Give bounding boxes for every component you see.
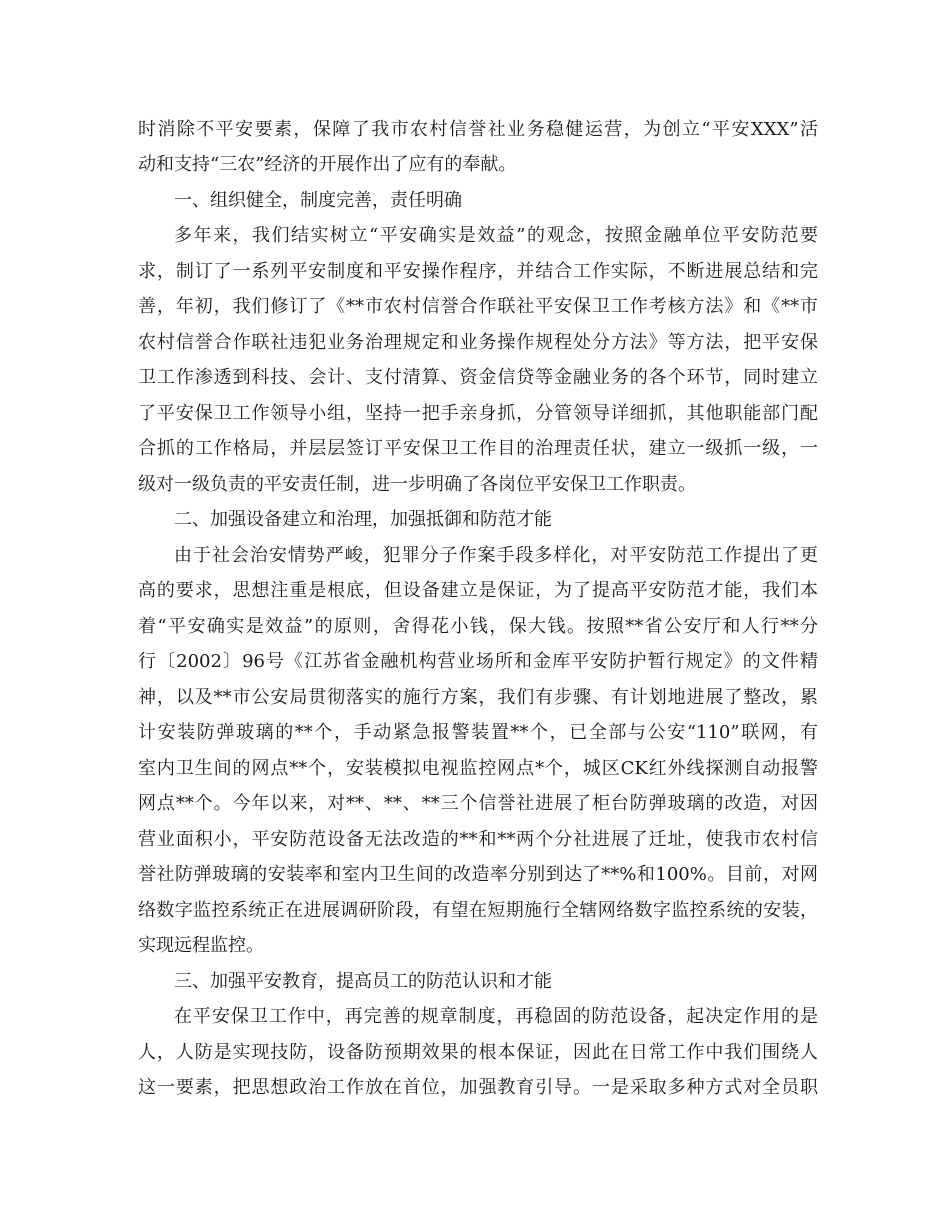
section-heading-3: 三、加强平安教育，提高员工的防范认识和才能	[174, 971, 552, 992]
body-text-line: 神，以及**市公安局贯彻落实的施行方案，我们有步骤、有计划地进展了整改，累	[138, 687, 818, 708]
body-text-line: 营业面积小，平安防范设备无法改造的**和**两个分社进展了迁址，使我市农村信	[138, 829, 818, 850]
paragraph-first-line: 多年来，我们结实树立“平安确实是效益”的观念，按照金融单位平安防范要	[174, 225, 818, 246]
body-text-line: 合抓的工作格局，并层层签订平安保卫工作目的治理责任状，建立一级抓一级，一	[138, 438, 818, 459]
body-text-line: 室内卫生间的网点**个，安装模拟电视监控网点*个，城区CK红外线探测自动报警	[138, 758, 818, 779]
paragraph-first-line: 由于社会治安情势严峻，犯罪分子作案手段多样化，对平安防范工作提出了更	[174, 545, 818, 566]
body-text-line: 这一要素，把思想政治工作放在首位，加强教育引导。一是采取多种方式对全员职	[138, 1077, 818, 1098]
section-heading-1: 一、组织健全，制度完善，责任明确	[174, 190, 462, 211]
body-text-line: 求，制订了一系列平安制度和平安操作程序，并结合工作实际，不断进展总结和完	[138, 261, 818, 282]
body-text-line: 动和支持“三农”经济的开展作出了应有的奉献。	[138, 154, 517, 175]
body-text-line: 卫工作渗透到科技、会计、支付清算、资金信贷等金融业务的各个环节，同时建立	[138, 367, 818, 388]
body-text-line: 时消除不平安要素，保障了我市农村信誉社业务稳健运营，为创立“平安XXX”活	[138, 119, 818, 140]
body-text-line: 了平安保卫工作领导小组，坚持一把手亲身抓，分管领导详细抓，其他职能部门配	[138, 403, 818, 424]
body-text-line: 高的要求，思想注重是根底，但设备建立是保证，为了提高平安防范才能，我们本	[138, 580, 818, 601]
body-text-line: 网点**个。今年以来，对**、**、**三个信誉社进展了柜台防弹玻璃的改造，对因	[138, 793, 818, 814]
body-text-line: 级对一级负责的平安责任制，进一步明确了各岗位平安保卫工作职责。	[138, 474, 696, 495]
paragraph-first-line: 在平安保卫工作中，再完善的规章制度，再稳固的防范设备，起决定作用的是	[174, 1006, 818, 1027]
section-heading-2: 二、加强设备建立和治理，加强抵御和防范才能	[174, 509, 552, 530]
body-text-line: 络数字监控系统正在进展调研阶段，有望在短期施行全辖网络数字监控系统的安装，	[138, 900, 818, 921]
body-text-line: 实现远程监控。	[138, 935, 264, 956]
body-text-line: 农村信誉合作联社违犯业务治理规定和业务操作规程处分方法》等方法，把平安保	[138, 332, 818, 353]
body-text-line: 人，人防是实现技防，设备防预期效果的根本保证，因此在日常工作中我们围绕人	[138, 1042, 818, 1063]
body-text-line: 计安装防弹玻璃的**个，手动紧急报警装置**个，已全部与公安“110”联网，有	[138, 722, 818, 743]
body-text-line: 誉社防弹玻璃的安装率和室内卫生间的改造率分别到达了**%和100%。目前，对网	[138, 864, 818, 885]
body-text-line: 善，年初，我们修订了《**市农村信誉合作联社平安保卫工作考核方法》和《**市	[138, 296, 818, 317]
body-text-line: 行〔2002〕96号《江苏省金融机构营业场所和金库平安防护暂行规定》的文件精	[138, 651, 818, 672]
body-text-line: 着“平安确实是效益”的原则，舍得花小钱，保大钱。按照**省公安厅和人行**分	[138, 616, 818, 637]
